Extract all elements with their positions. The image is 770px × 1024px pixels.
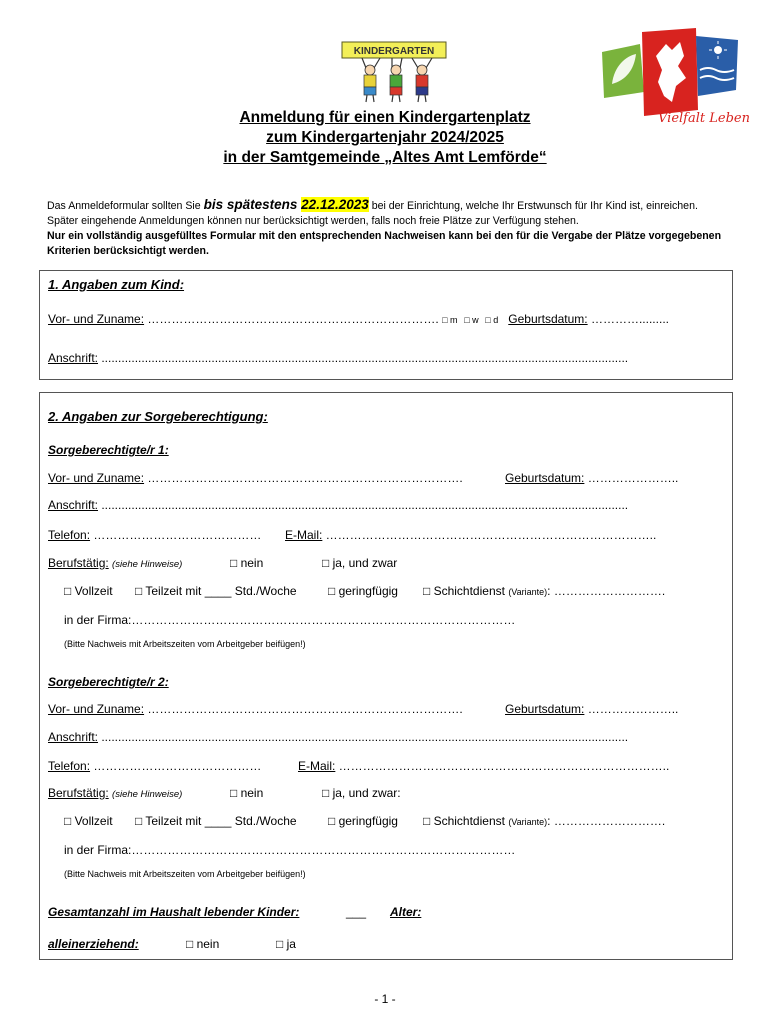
guardian-2-heading: Sorgeberechtigte/r 2: [48, 675, 169, 689]
guardian-1-shift-field[interactable]: : ………………………. [547, 584, 666, 598]
guardian-1-job-label: Berufstätig: [48, 556, 109, 570]
guardian-1-company-label: in der Firma: [64, 613, 132, 627]
section-guardians-heading: 2. Angaben zur Sorgeberechtigung: [48, 409, 268, 424]
guardian-1-job-row [48, 556, 182, 570]
guardian-1-address-row [48, 498, 628, 512]
gender-d-checkbox[interactable]: □ d [485, 315, 499, 325]
form-title [0, 108, 770, 168]
guardian-2-address-field[interactable]: .............................................................................................................................................................. [98, 730, 629, 744]
guardian-1-company-field[interactable]: …………………………………………………………………………………… [131, 613, 516, 627]
child-address-field[interactable]: .............................................................................................................................................................. [98, 351, 629, 365]
guardian-2-proof-note: (Bitte Nachweis mit Arbeitszeiten vom Arbeitgeber beifügen!) [64, 869, 306, 879]
guardian-1-email-row [285, 528, 656, 542]
guardian-1-address-label: Anschrift: [48, 498, 99, 512]
guardian-2-shift-row [423, 814, 665, 828]
guardian-1-fulltime[interactable]: □ Vollzeit [64, 584, 113, 598]
guardian-1-company-row [64, 613, 515, 627]
guardian-2-address-label: Anschrift: [48, 730, 99, 744]
guardian-1-job-no[interactable]: □ nein [230, 556, 264, 570]
child-name-row [48, 312, 669, 326]
guardian-2-name-row [48, 702, 463, 716]
deadline-prefix: bis spätestens [203, 197, 302, 212]
guardian-1-proof-note: (Bitte Nachweis mit Arbeitszeiten vom Arbeitgeber beifügen!) [64, 639, 306, 649]
kindergarten-logo-text: KINDERGARTEN [353, 46, 435, 57]
guardian-1-name-field[interactable]: ……………………………………………………………………. [144, 471, 463, 485]
guardian-2-email-field[interactable]: ……………………………………………………………………….. [335, 759, 670, 773]
guardian-2-shift-field[interactable]: : ………………………. [547, 814, 666, 828]
guardian-2-job-row [48, 786, 182, 800]
guardian-1-address-field[interactable]: .............................................................................................................................................................. [98, 498, 629, 512]
logo-slogan: Vielfalt Leben [658, 111, 750, 126]
intro-bold-note: Nur ein vollständig ausgefülltes Formular mit den entsprechenden Nachweisen kann bei den für die Vergabe der Plätze vorgegebenen Kriterien berücksichtigt werden. [47, 230, 722, 257]
child-address-label: Anschrift: [48, 351, 99, 365]
guardian-2-job-no[interactable]: □ nein [230, 786, 264, 800]
guardian-2-fulltime[interactable]: □ Vollzeit [64, 814, 113, 828]
guardian-2-shift-variant: (Variante) [508, 817, 548, 827]
child-birth-label: Geburtsdatum: [508, 312, 588, 326]
section-guardians [39, 392, 733, 960]
guardian-2-shift-checkbox[interactable]: □ Schichtdienst [423, 814, 505, 828]
guardian-1-email-label: E-Mail: [285, 528, 323, 542]
children-count-field[interactable]: ___ [346, 905, 367, 919]
guardian-2-job-yes[interactable]: □ ja, und zwar: [322, 786, 401, 800]
guardian-1-phone-label: Telefon: [48, 528, 91, 542]
intro-part-2: bei der Einrichtung, welche Ihr Erstwunsch für Ihr Kind ist, einreichen. Später eingehende Anmeldungen können nur berücksichtigt werden, falls noch freie Plätze zur Verfügung stehen. [47, 200, 698, 227]
guardian-2-name-field[interactable]: ……………………………………………………………………. [144, 702, 463, 716]
title-line-2: zum Kindergartenjahr 2024/2025 [266, 129, 504, 146]
title-line-3: in der Samtgemeinde „Altes Amt Lemförde“ [223, 149, 547, 166]
guardian-1-email-field[interactable]: ……………………………………………………………………….. [322, 528, 657, 542]
guardian-2-marginal[interactable]: □ geringfügig [328, 814, 398, 828]
guardian-1-parttime[interactable]: □ Teilzeit mit ____ Std./Woche [135, 584, 297, 598]
guardian-2-email-row [298, 759, 669, 773]
section-child-heading: 1. Angaben zum Kind: [48, 277, 185, 292]
single-parent-no[interactable]: □ nein [186, 937, 220, 951]
guardian-2-company-field[interactable]: …………………………………………………………………………………… [131, 843, 516, 857]
deadline-date: 22.12.2023 [301, 197, 369, 212]
guardian-1-heading: Sorgeberechtigte/r 1: [48, 443, 169, 457]
guardian-1-phone-field[interactable]: …………………………………… [90, 528, 262, 542]
guardian-1-shift-checkbox[interactable]: □ Schichtdienst [423, 584, 505, 598]
child-name-label: Vor- und Zuname: [48, 312, 145, 326]
intro-text [47, 197, 727, 259]
guardian-2-company-label: in der Firma: [64, 843, 132, 857]
guardian-2-name-label: Vor- und Zuname: [48, 702, 145, 716]
guardian-2-phone-label: Telefon: [48, 759, 91, 773]
guardian-1-shift-variant: (Variante) [508, 587, 548, 597]
single-parent-yes[interactable]: □ ja [276, 937, 296, 951]
guardian-1-shift-row [423, 584, 665, 598]
guardian-2-job-hint: (siehe Hinweise) [112, 789, 183, 800]
guardian-1-birth-label: Geburtsdatum: [505, 471, 585, 485]
guardian-2-address-row [48, 730, 628, 744]
children-age-label: Alter: [390, 905, 422, 919]
gender-w-checkbox[interactable]: □ w [464, 315, 479, 325]
guardian-2-email-label: E-Mail: [298, 759, 336, 773]
guardian-1-marginal[interactable]: □ geringfügig [328, 584, 398, 598]
intro-part-1: Das Anmeldeformular sollten Sie [47, 200, 204, 212]
child-address-row [48, 351, 628, 365]
title-line-1: Anmeldung für einen Kindergartenplatz [239, 109, 531, 126]
guardian-1-job-yes[interactable]: □ ja, und zwar [322, 556, 398, 570]
guardian-1-birth-row [505, 471, 678, 485]
guardian-2-birth-field[interactable]: ………………….. [584, 702, 679, 716]
child-name-field[interactable]: ………………………………………………………………. [144, 312, 439, 326]
single-parent-label: alleinerziehend: [48, 937, 139, 951]
section-child [39, 270, 733, 380]
child-birth-field[interactable]: …………......... [587, 312, 669, 326]
guardian-2-birth-row [505, 702, 678, 716]
page-number: - 1 - [374, 992, 396, 1006]
guardian-2-phone-field[interactable]: …………………………………… [90, 759, 262, 773]
guardian-1-name-label: Vor- und Zuname: [48, 471, 145, 485]
guardian-2-job-label: Berufstätig: [48, 786, 109, 800]
gender-m-checkbox[interactable]: □ m [442, 315, 458, 325]
guardian-2-parttime[interactable]: □ Teilzeit mit ____ Std./Woche [135, 814, 297, 828]
guardian-1-name-row [48, 471, 463, 485]
guardian-1-job-hint: (siehe Hinweise) [112, 559, 183, 570]
children-count-label: Gesamtanzahl im Haushalt lebender Kinder: [48, 905, 300, 919]
guardian-2-birth-label: Geburtsdatum: [505, 702, 585, 716]
kindergarten-logo [340, 40, 448, 104]
guardian-2-phone-row [48, 759, 261, 773]
guardian-2-company-row [64, 843, 515, 857]
guardian-1-birth-field[interactable]: ………………….. [584, 471, 679, 485]
guardian-1-phone-row [48, 528, 261, 542]
